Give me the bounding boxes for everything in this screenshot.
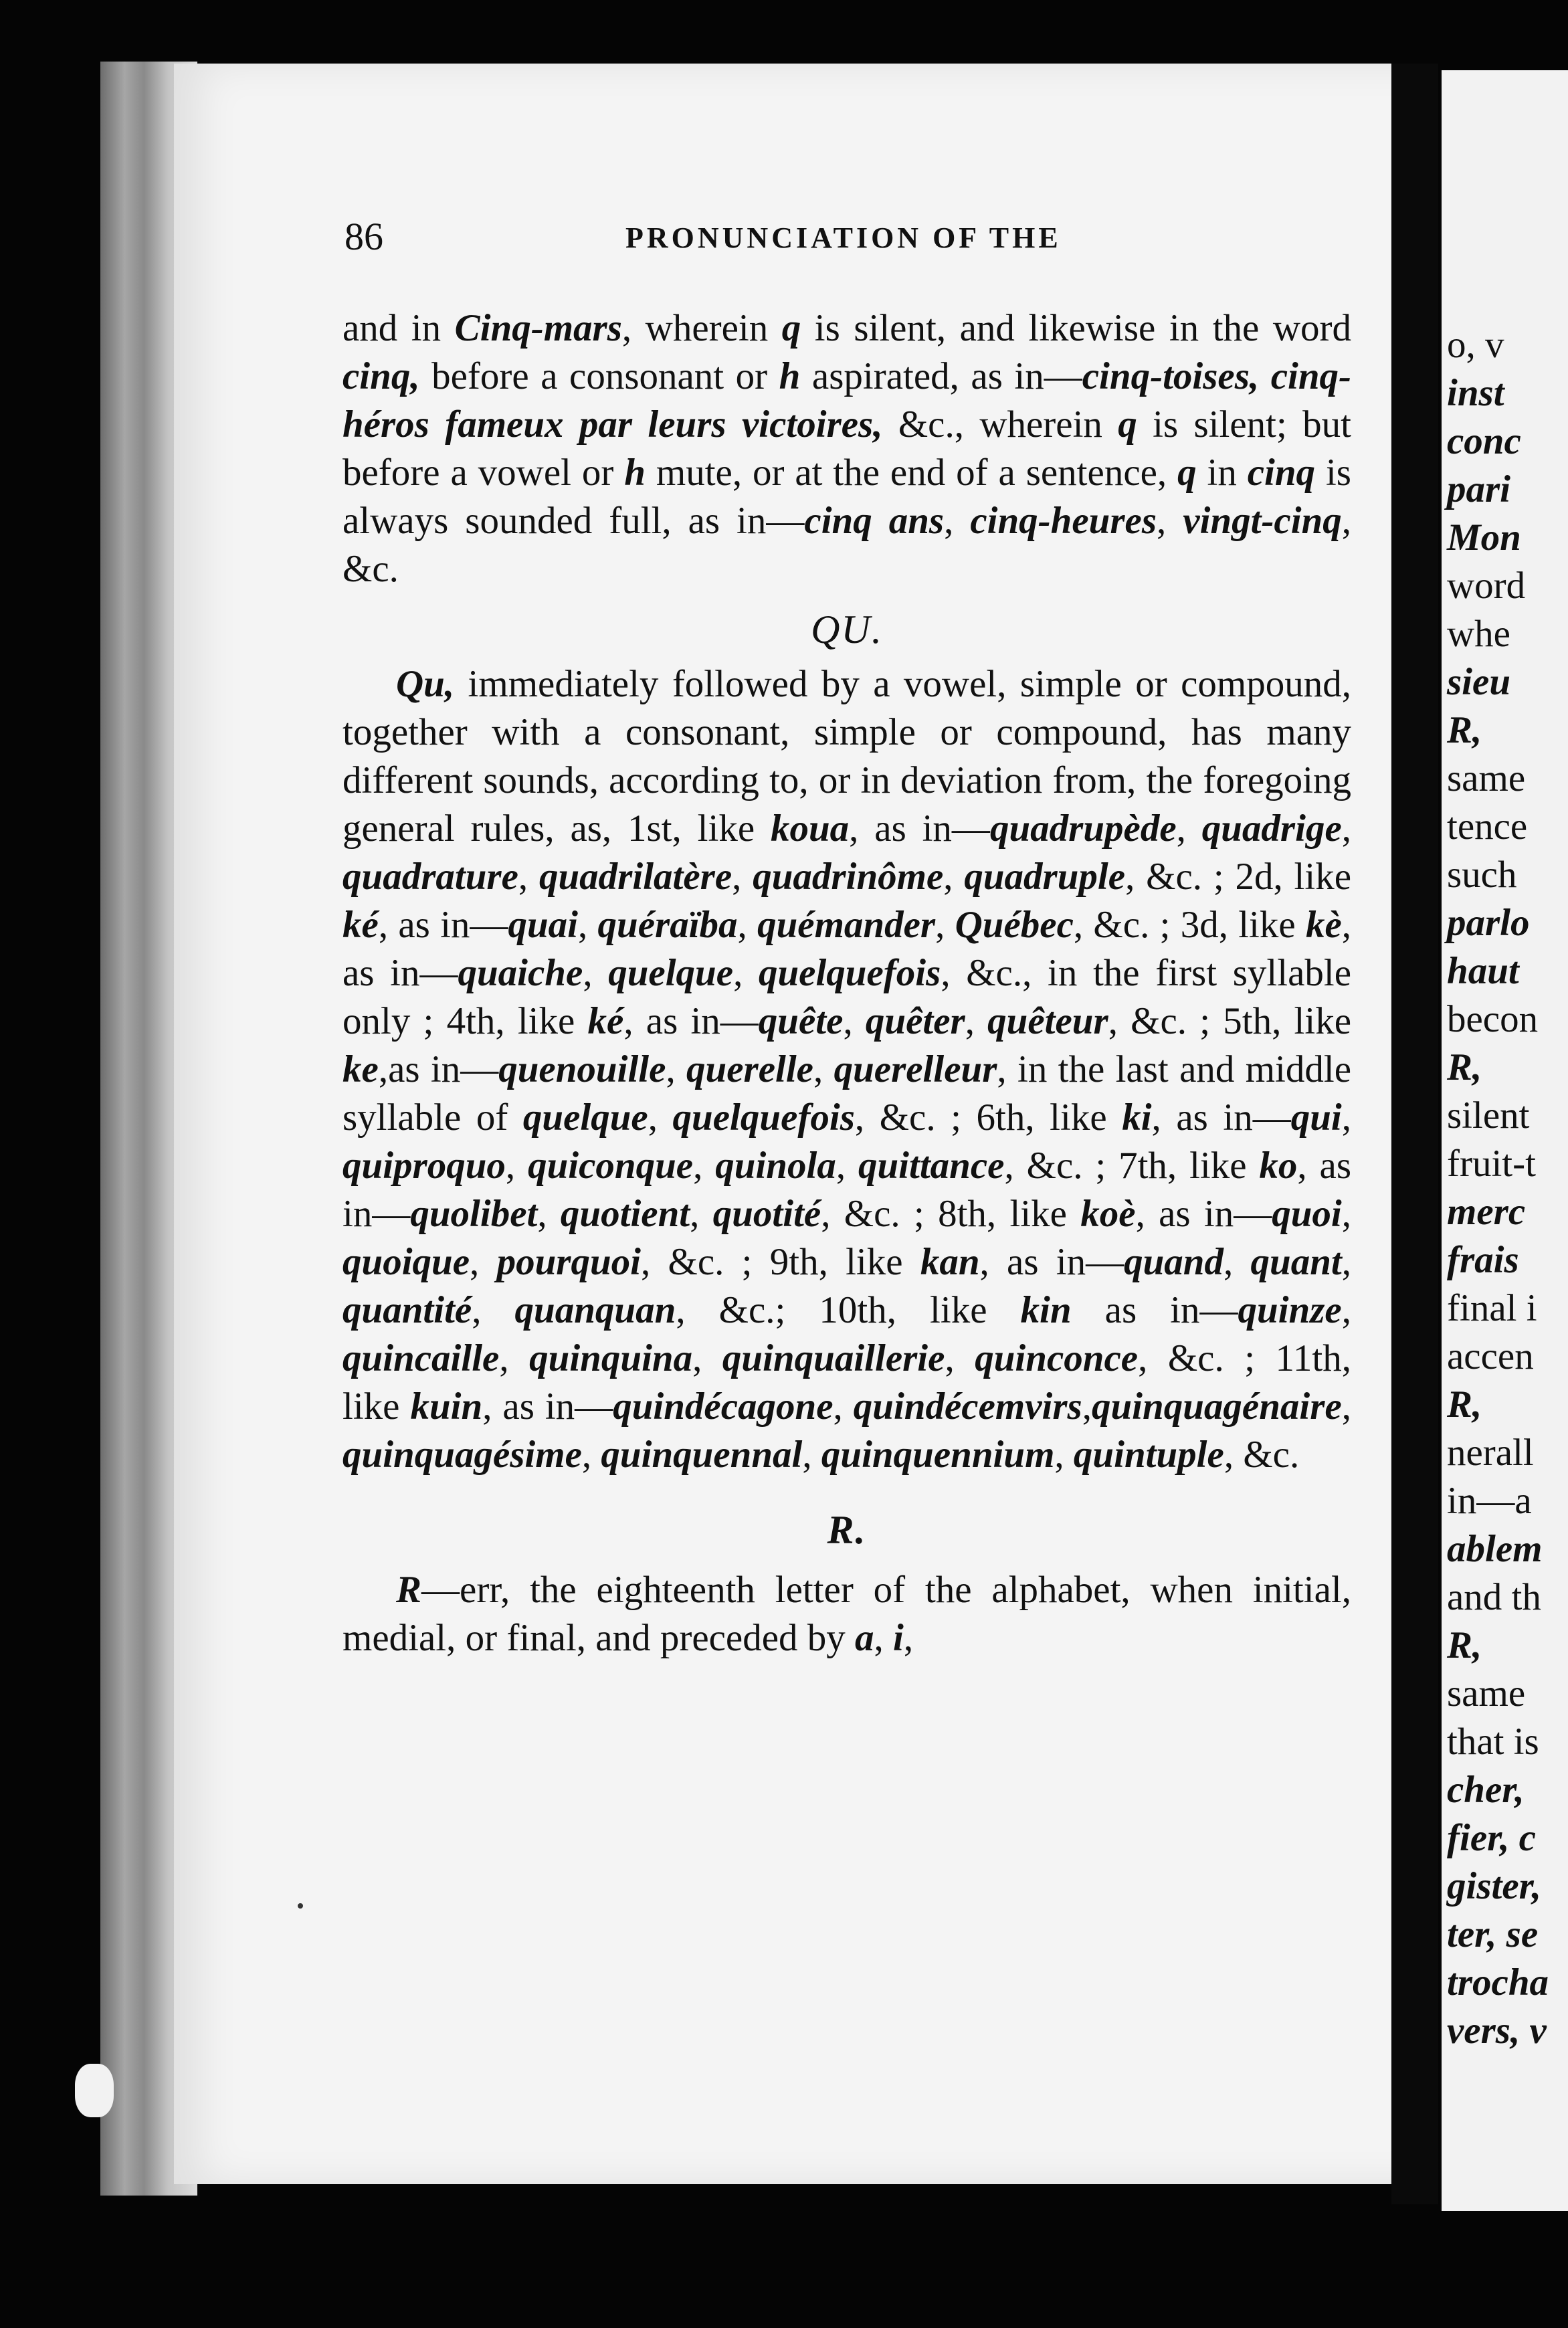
text-run: —err, the eighteenth letter of the alphabet, when initial, medial, or final, and preceded by bbox=[342, 1569, 1351, 1659]
paragraph-qu bbox=[342, 660, 1351, 1479]
italic-term: ke bbox=[342, 1048, 379, 1090]
facing-line: R, bbox=[1447, 1624, 1482, 1666]
text-run: mute, or at the end of a sentence, bbox=[645, 452, 1178, 494]
text-run: &c., wherein bbox=[882, 403, 1118, 446]
text-run: , bbox=[813, 1048, 834, 1090]
text-run: , bbox=[737, 904, 758, 946]
facing-line: merc bbox=[1447, 1191, 1526, 1233]
italic-term: quadrige bbox=[1201, 807, 1342, 850]
italic-term: quiconque bbox=[528, 1145, 694, 1187]
text-run: , as in— bbox=[623, 1000, 759, 1042]
facing-line: tence bbox=[1447, 805, 1528, 848]
italic-term: quelquefois bbox=[758, 952, 941, 994]
italic-term: q bbox=[1118, 403, 1137, 446]
italic-term: quoi bbox=[1272, 1193, 1342, 1235]
text-run: , bbox=[874, 1617, 894, 1659]
italic-term: quéraïba bbox=[597, 904, 738, 946]
text-run: , bbox=[965, 1000, 988, 1042]
italic-term: quincaille bbox=[342, 1337, 500, 1379]
text-run: , &c. ; 8th, like bbox=[821, 1193, 1081, 1235]
italic-term: quinquaillerie bbox=[722, 1337, 945, 1379]
italic-term: quotient bbox=[560, 1193, 690, 1235]
italic-term: quinquagénaire bbox=[1091, 1385, 1342, 1428]
italic-term: a bbox=[855, 1617, 874, 1659]
text-run: , bbox=[903, 1617, 914, 1659]
facing-line: R, bbox=[1447, 1383, 1482, 1426]
italic-term: quant bbox=[1250, 1241, 1342, 1283]
italic-term: quadrilatère bbox=[538, 856, 732, 898]
text-run: , bbox=[581, 1434, 601, 1476]
text-run: , bbox=[945, 1337, 975, 1379]
italic-term: quadrupède bbox=[989, 807, 1177, 850]
italic-term: i bbox=[893, 1617, 904, 1659]
text-run: , &c. ; 3d, like bbox=[1073, 904, 1306, 946]
italic-term: quinconce bbox=[975, 1337, 1139, 1379]
text-run: , bbox=[505, 1145, 528, 1187]
facing-line: trocha bbox=[1447, 1961, 1549, 2004]
text-run: , as in— bbox=[1135, 1193, 1272, 1235]
italic-term: pourquoi bbox=[496, 1241, 641, 1283]
italic-term: cinq ans bbox=[804, 500, 945, 542]
text-run: , bbox=[944, 500, 971, 542]
italic-term: R bbox=[396, 1569, 422, 1611]
italic-term: quindécemvirs bbox=[853, 1385, 1082, 1428]
italic-term: quinquagésime bbox=[342, 1434, 582, 1476]
italic-term: quintuple bbox=[1073, 1434, 1224, 1476]
italic-term: quêter bbox=[865, 1000, 965, 1042]
italic-term: quinze bbox=[1238, 1289, 1342, 1331]
facing-line: R, bbox=[1447, 1046, 1482, 1088]
text-run: , &c. ; 7th, like bbox=[1004, 1145, 1260, 1187]
text-run: , bbox=[692, 1337, 722, 1379]
italic-term: quaiche bbox=[458, 952, 583, 994]
italic-term: quadrinôme bbox=[753, 856, 944, 898]
text-run: , &c. ; 5th, like bbox=[1108, 1000, 1352, 1042]
facing-line: inst bbox=[1447, 372, 1504, 414]
facing-line: frais bbox=[1447, 1239, 1519, 1281]
italic-term: quinquennium bbox=[821, 1434, 1055, 1476]
italic-term: Cinq-mars bbox=[454, 307, 622, 349]
italic-term: cinq bbox=[1247, 452, 1316, 494]
facing-line: fruit-t bbox=[1447, 1143, 1536, 1185]
italic-term: Québec bbox=[955, 904, 1074, 946]
italic-term: h bbox=[624, 452, 646, 494]
paper-tear-mark bbox=[75, 2064, 114, 2117]
text-run: , bbox=[518, 856, 539, 898]
facing-line: Mon bbox=[1447, 516, 1521, 559]
italic-term: quêteur bbox=[987, 1000, 1108, 1042]
italic-term: koè bbox=[1080, 1193, 1136, 1235]
text-run: , bbox=[1054, 1434, 1074, 1476]
text-run: , as in— bbox=[378, 904, 508, 946]
text-run: , bbox=[666, 1048, 687, 1090]
italic-term: cinq-heures bbox=[970, 500, 1157, 542]
text-run: , bbox=[470, 1241, 497, 1283]
facing-line: ablem bbox=[1447, 1528, 1543, 1570]
italic-term: cinq-héros fameux par leurs victoires, bbox=[342, 355, 1352, 446]
facing-line: that is bbox=[1447, 1721, 1539, 1763]
text-run: , bbox=[1341, 1096, 1352, 1139]
facing-line: same bbox=[1447, 757, 1526, 799]
facing-line: final i bbox=[1447, 1287, 1537, 1329]
text-run: immediately followed by a vowel, simple or compound, together with a consonant, simple or compound, has many different sounds, according to, or in deviation from, the foregoing general rules, as, 1st, like bbox=[342, 663, 1351, 850]
italic-term: quémander bbox=[757, 904, 936, 946]
italic-term: quantité bbox=[342, 1289, 472, 1331]
text-run: , &c. ; 9th, like bbox=[640, 1241, 920, 1283]
italic-term: querelle bbox=[686, 1048, 813, 1090]
italic-term: kan bbox=[920, 1241, 980, 1283]
text-run: , wherein bbox=[621, 307, 782, 349]
italic-term: kuin bbox=[410, 1385, 483, 1428]
text-run: , &c., in the first syllable only ; 4th, like bbox=[342, 952, 1352, 1042]
facing-line: in—a bbox=[1447, 1480, 1532, 1522]
facing-line: o, v bbox=[1447, 324, 1504, 366]
text-run: , bbox=[583, 952, 609, 994]
text-run: , &c. ; 2d, like bbox=[1125, 856, 1352, 898]
text-run: aspirated, as in— bbox=[800, 355, 1082, 397]
italic-term: quand bbox=[1124, 1241, 1224, 1283]
text-run: , &c.; 10th, like bbox=[676, 1289, 1021, 1331]
italic-term: Qu, bbox=[396, 663, 455, 705]
section-heading-qu: QU. bbox=[811, 607, 883, 652]
text-run: , bbox=[843, 1000, 866, 1042]
text-run: , as in— bbox=[979, 1241, 1124, 1283]
text-run: ,as in— bbox=[378, 1048, 499, 1090]
facing-line: conc bbox=[1447, 420, 1521, 462]
paragraph-r bbox=[342, 1566, 1351, 1662]
text-run: , bbox=[802, 1434, 821, 1476]
text-run: , bbox=[1341, 807, 1351, 850]
text-run: , as in— bbox=[1151, 1096, 1291, 1139]
text-run: as in— bbox=[1071, 1289, 1238, 1331]
facing-line: R, bbox=[1447, 709, 1482, 751]
italic-term: h bbox=[779, 355, 801, 397]
text-run: , &c. bbox=[342, 500, 1352, 590]
text-run: , bbox=[1157, 500, 1183, 542]
italic-term: quai bbox=[508, 904, 578, 946]
text-run: before a consonant or bbox=[419, 355, 779, 397]
italic-term: querelleur bbox=[834, 1048, 997, 1090]
italic-term: kin bbox=[1020, 1289, 1072, 1331]
text-run: , bbox=[537, 1193, 561, 1235]
text-run: is always sounded full, as in— bbox=[342, 452, 1351, 542]
ink-speck bbox=[298, 1903, 303, 1909]
facing-line: and th bbox=[1447, 1576, 1541, 1618]
facing-line: becon bbox=[1447, 998, 1539, 1040]
italic-term: ké bbox=[587, 1000, 624, 1042]
italic-term: quiproquo bbox=[342, 1145, 506, 1187]
text-run: , in the last and middle syllable of bbox=[342, 1048, 1352, 1139]
italic-term: quadrature bbox=[342, 856, 518, 898]
section-heading-r: R. bbox=[827, 1508, 867, 1552]
text-run: , bbox=[648, 1096, 673, 1139]
text-run: , bbox=[1341, 1193, 1352, 1235]
running-title: PRONUNCIATION OF THE bbox=[625, 221, 1062, 254]
italic-term: vingt-cinq bbox=[1183, 500, 1342, 542]
text-run: , bbox=[1341, 1241, 1352, 1283]
italic-term: quelque bbox=[608, 952, 734, 994]
text-run: , bbox=[733, 952, 759, 994]
text-run: , bbox=[1341, 1385, 1351, 1428]
text-run: , bbox=[833, 1385, 854, 1428]
text-run: , bbox=[690, 1193, 713, 1235]
italic-term: cinq-toises, bbox=[1082, 355, 1260, 397]
text-run: , &c. ; 6th, like bbox=[854, 1096, 1122, 1139]
text-run: , bbox=[1176, 807, 1202, 850]
italic-term: quenouille bbox=[498, 1048, 666, 1090]
italic-term: quelquefois bbox=[672, 1096, 855, 1139]
facing-line: vers, v bbox=[1447, 2010, 1547, 2052]
italic-term: ki bbox=[1122, 1096, 1152, 1139]
page-number: 86 bbox=[345, 215, 383, 258]
italic-term: quindécagone bbox=[613, 1385, 834, 1428]
facing-line: whe bbox=[1447, 613, 1510, 655]
facing-line: sieu bbox=[1447, 661, 1511, 703]
text-run: , as in— bbox=[849, 807, 990, 850]
text-run bbox=[1259, 355, 1271, 397]
text-run: , as in— bbox=[342, 904, 1352, 994]
facing-line: word bbox=[1447, 565, 1526, 607]
italic-term: quoique bbox=[342, 1241, 470, 1283]
italic-term: qui bbox=[1290, 1096, 1342, 1139]
italic-term: quinquina bbox=[529, 1337, 693, 1379]
facing-line: nerall bbox=[1447, 1432, 1534, 1474]
italic-term: ko bbox=[1259, 1145, 1298, 1187]
text-run: , as in— bbox=[342, 1145, 1352, 1235]
text-run: , bbox=[1082, 1385, 1092, 1428]
text-run: , bbox=[577, 904, 598, 946]
italic-term: quotité bbox=[712, 1193, 821, 1235]
facing-line: same bbox=[1447, 1672, 1526, 1715]
italic-term: cinq, bbox=[342, 355, 420, 397]
body-text bbox=[342, 304, 1351, 1662]
text-run: , &c. ; 11th, like bbox=[342, 1337, 1352, 1428]
facing-line: cher, bbox=[1447, 1769, 1525, 1811]
text-run: , bbox=[1341, 1289, 1351, 1331]
facing-line: silent bbox=[1447, 1094, 1530, 1137]
text-run: is silent; but before a vowel or bbox=[342, 403, 1352, 494]
text-run: , bbox=[943, 856, 965, 898]
italic-term: quête bbox=[758, 1000, 844, 1042]
italic-term: quittance bbox=[858, 1145, 1005, 1187]
italic-term: koua bbox=[770, 807, 850, 850]
italic-term: quanquan bbox=[514, 1289, 676, 1331]
facing-page bbox=[1442, 70, 1568, 2211]
text-run: and in bbox=[342, 307, 455, 349]
facing-line: pari bbox=[1447, 468, 1511, 510]
text-run: , bbox=[693, 1145, 716, 1187]
facing-page-text bbox=[1447, 321, 1568, 2055]
italic-term: quinquennal bbox=[601, 1434, 803, 1476]
italic-term: q bbox=[1177, 452, 1197, 494]
paragraph-cinq bbox=[342, 304, 1351, 593]
page-gutter bbox=[1391, 64, 1438, 2204]
text-run: is silent, and likewise in the word bbox=[801, 307, 1351, 349]
text-run: in bbox=[1196, 452, 1248, 494]
facing-line: accen bbox=[1447, 1335, 1534, 1377]
text-run: , &c. bbox=[1223, 1434, 1300, 1476]
italic-term: quolibet bbox=[410, 1193, 538, 1235]
italic-term: kè bbox=[1305, 904, 1342, 946]
facing-line: such bbox=[1447, 854, 1517, 896]
italic-term: quinola bbox=[715, 1145, 836, 1187]
text-run: , bbox=[935, 904, 955, 946]
text-run: , bbox=[472, 1289, 515, 1331]
italic-term: quadruple bbox=[964, 856, 1126, 898]
running-head bbox=[345, 214, 1348, 268]
italic-term: q bbox=[781, 307, 801, 349]
facing-line: gister, bbox=[1447, 1865, 1541, 1907]
italic-term: quelque bbox=[522, 1096, 648, 1139]
italic-term: ké bbox=[342, 904, 379, 946]
facing-line: fier, c bbox=[1447, 1817, 1536, 1859]
text-run: , bbox=[499, 1337, 530, 1379]
text-run: , bbox=[836, 1145, 858, 1187]
text-run: , as in— bbox=[482, 1385, 613, 1428]
facing-line: haut bbox=[1447, 950, 1519, 992]
facing-line: parlo bbox=[1447, 902, 1530, 944]
text-run: , bbox=[1223, 1241, 1251, 1283]
facing-line: ter, se bbox=[1447, 1913, 1539, 1955]
text-run: , bbox=[732, 856, 753, 898]
